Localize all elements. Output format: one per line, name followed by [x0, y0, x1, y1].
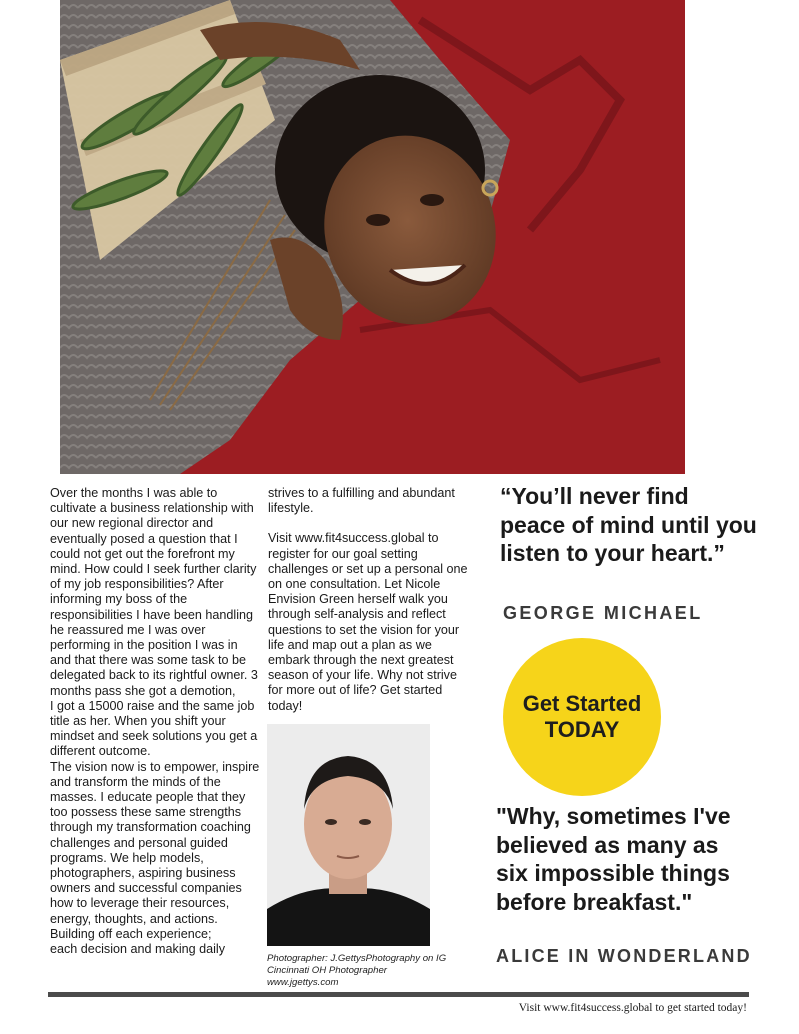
footer-divider [48, 992, 749, 997]
cta-line-2: TODAY [544, 717, 620, 742]
cta-line-1: Get Started [522, 691, 642, 716]
quote-author-alice: ALICE IN WONDERLAND [496, 946, 752, 966]
photo-credit-caption: Photographer: J.GettysPhotography on IG Cincinnati OH Photographer www.jgettys.com [267, 953, 447, 989]
article-body-text: Over the months I was able to cultivate a business relationship with our new regional director and eventually posed a question that I could not get out the forefront my mind. How could I seek further clarity of my job responsibilities? After informing my boss of the responsibilities I have been handling he reassured me I was over performing in the position I was in and that there was some task to be delegated back to its rightful owner. 3 months pass she got a demotion, I got a 15000 raise and the same job title as her. When you shift your mindset and seek solutions you get a different outcome. The vision now is to empower, inspire and transform the minds of the masses. I educate people that they too possess these same strengths through my transformation coaching challenges and personal guided programs. We help models, photographers, aspiring business owners and successful companies how to leverage their resources, energy, thoughts, and actions. Building off each experience; each decision and making daily [50, 486, 260, 957]
article-column-1 [50, 486, 262, 957]
quote-alice: "Why, sometimes I've believed as many as six impossible things before breakfast." [496, 803, 731, 915]
article-cta-paragraph: Visit www.fit4success.global to register for our goal setting challenges or set up a personal one on one consultation. Let Nicole Envision Green herself walk you through self-analysis and reflect questions to set the vision for your life and map out a plan as we embark through the next greatest season of your life. Why not strive for more out of life? Get started today! [268, 531, 468, 713]
footer-text: Visit www.fit4success.global to get started today! [518, 1002, 747, 1014]
article-column-2 [268, 486, 468, 714]
photographer-portrait [267, 724, 430, 946]
article-continuation-text: strives to a fulfilling and abundant lifestyle. [268, 486, 455, 516]
get-started-button[interactable] [503, 638, 661, 796]
quote-george-michael: “You’ll never find peace of mind until you listen to your heart.” [500, 483, 757, 566]
quote-author-george-michael: GEORGE MICHAEL [503, 603, 703, 623]
hero-photo [60, 0, 685, 474]
